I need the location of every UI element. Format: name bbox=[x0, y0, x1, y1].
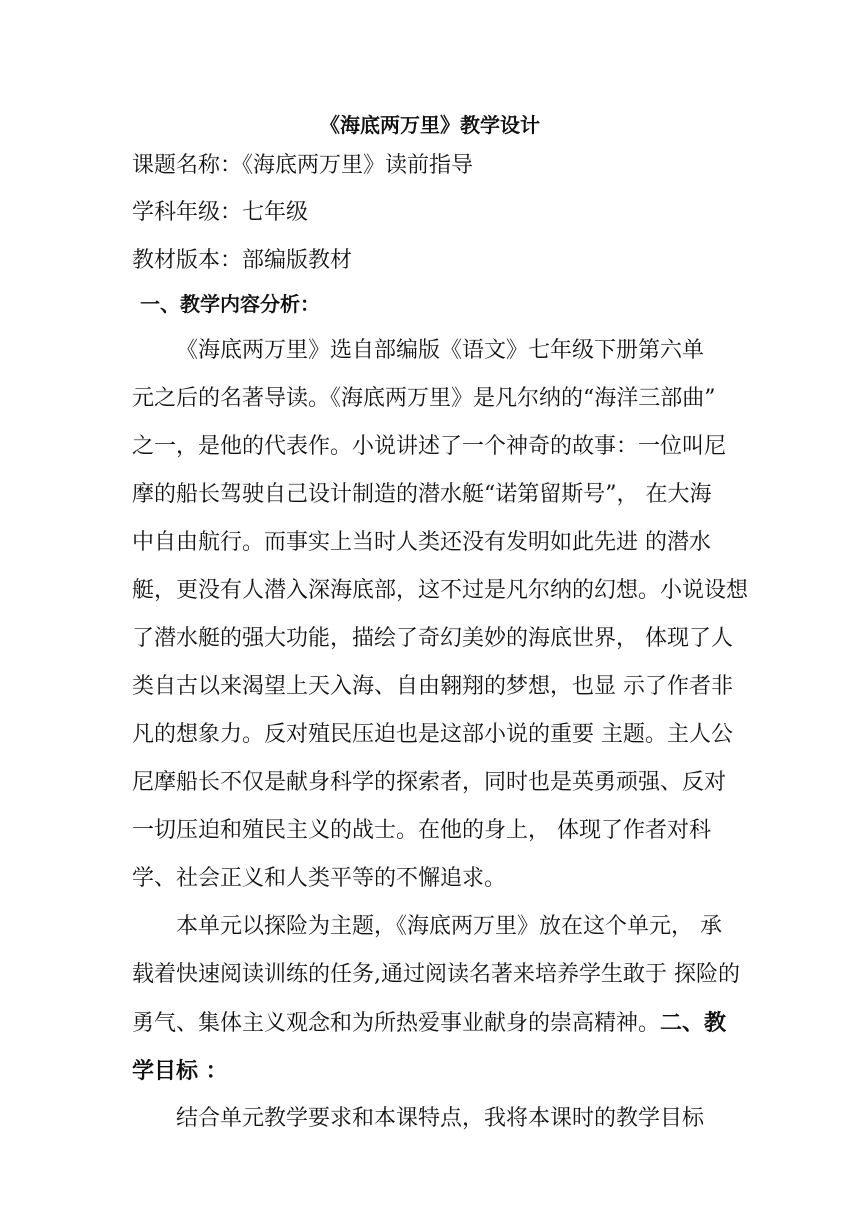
paragraph-line: 元之后的名著导读。《海底两万里》是凡尔纳的“海洋三部曲” bbox=[132, 386, 716, 411]
paragraph-line-text: 勇气、集体主义观念和为所热爱事业献身的崇高精神。 bbox=[132, 1011, 661, 1036]
course-name-line: 课题名称：《海底两万里》读前指导 bbox=[132, 153, 474, 178]
paragraph-line: 了潜水艇的强大功能，描绘了奇幻美妙的海底世界， 体现了人 bbox=[132, 626, 733, 651]
paragraph-line: 一切压迫和殖民主义的战士。在他的身上， 体现了作者对科 bbox=[132, 818, 711, 843]
section-heading-objectives-end: 学目标 ： bbox=[132, 1058, 228, 1084]
paragraph-line: 之一，是他的代表作。小说讲述了一个神奇的故事：一位叫尼 bbox=[132, 434, 727, 459]
paragraph-line: 结合单元教学要求和本课特点，我将本课时的教学目标 bbox=[176, 1106, 705, 1131]
paragraph-line: 载着快速阅读训练的任务,通过阅读名著来培养学生敢于 探险的 bbox=[132, 962, 740, 987]
section-heading-content-analysis: 一、教学内容分析： bbox=[140, 292, 320, 316]
paragraph-line: 学、社会正义和人类平等的不懈追求。 bbox=[132, 866, 507, 891]
grade-line: 学科年级：七年级 bbox=[132, 200, 309, 225]
paragraph-line: 摩的船长驾驶自己设计制造的潜水艇“诺第留斯号”， 在大海 bbox=[132, 482, 712, 507]
paragraph-line-with-heading bbox=[132, 1008, 726, 1039]
paragraph-line: 艇，更没有人潜入深海底部，这不过是凡尔纳的幻想。小说设想 bbox=[132, 578, 749, 603]
section-heading-objectives-start: 二、教 bbox=[660, 1010, 727, 1036]
paragraph-line: 类自古以来渴望上天入海、自由翱翔的梦想，也显 示了作者非 bbox=[132, 674, 733, 699]
paragraph-line: 凡的想象力。反对殖民压迫也是这部小说的重要 主题。主人公 bbox=[132, 722, 733, 747]
paragraph-line: 尼摩船长不仅是献身科学的探索者，同时也是英勇顽强、反对 bbox=[132, 770, 727, 795]
textbook-line: 教材版本：部编版教材 bbox=[132, 248, 353, 273]
paragraph-line: 《海底两万里》选自部编版《语文》七年级下册第六单 bbox=[176, 338, 705, 363]
paragraph-line: 本单元以探险为主题，《海底两万里》放在这个单元， 承 bbox=[176, 914, 722, 939]
document-title: 《海底两万里》教学设计 bbox=[320, 113, 540, 137]
paragraph-line: 中自由航行。而事实上当时人类还没有发明如此先进 的潜水 bbox=[132, 530, 711, 555]
